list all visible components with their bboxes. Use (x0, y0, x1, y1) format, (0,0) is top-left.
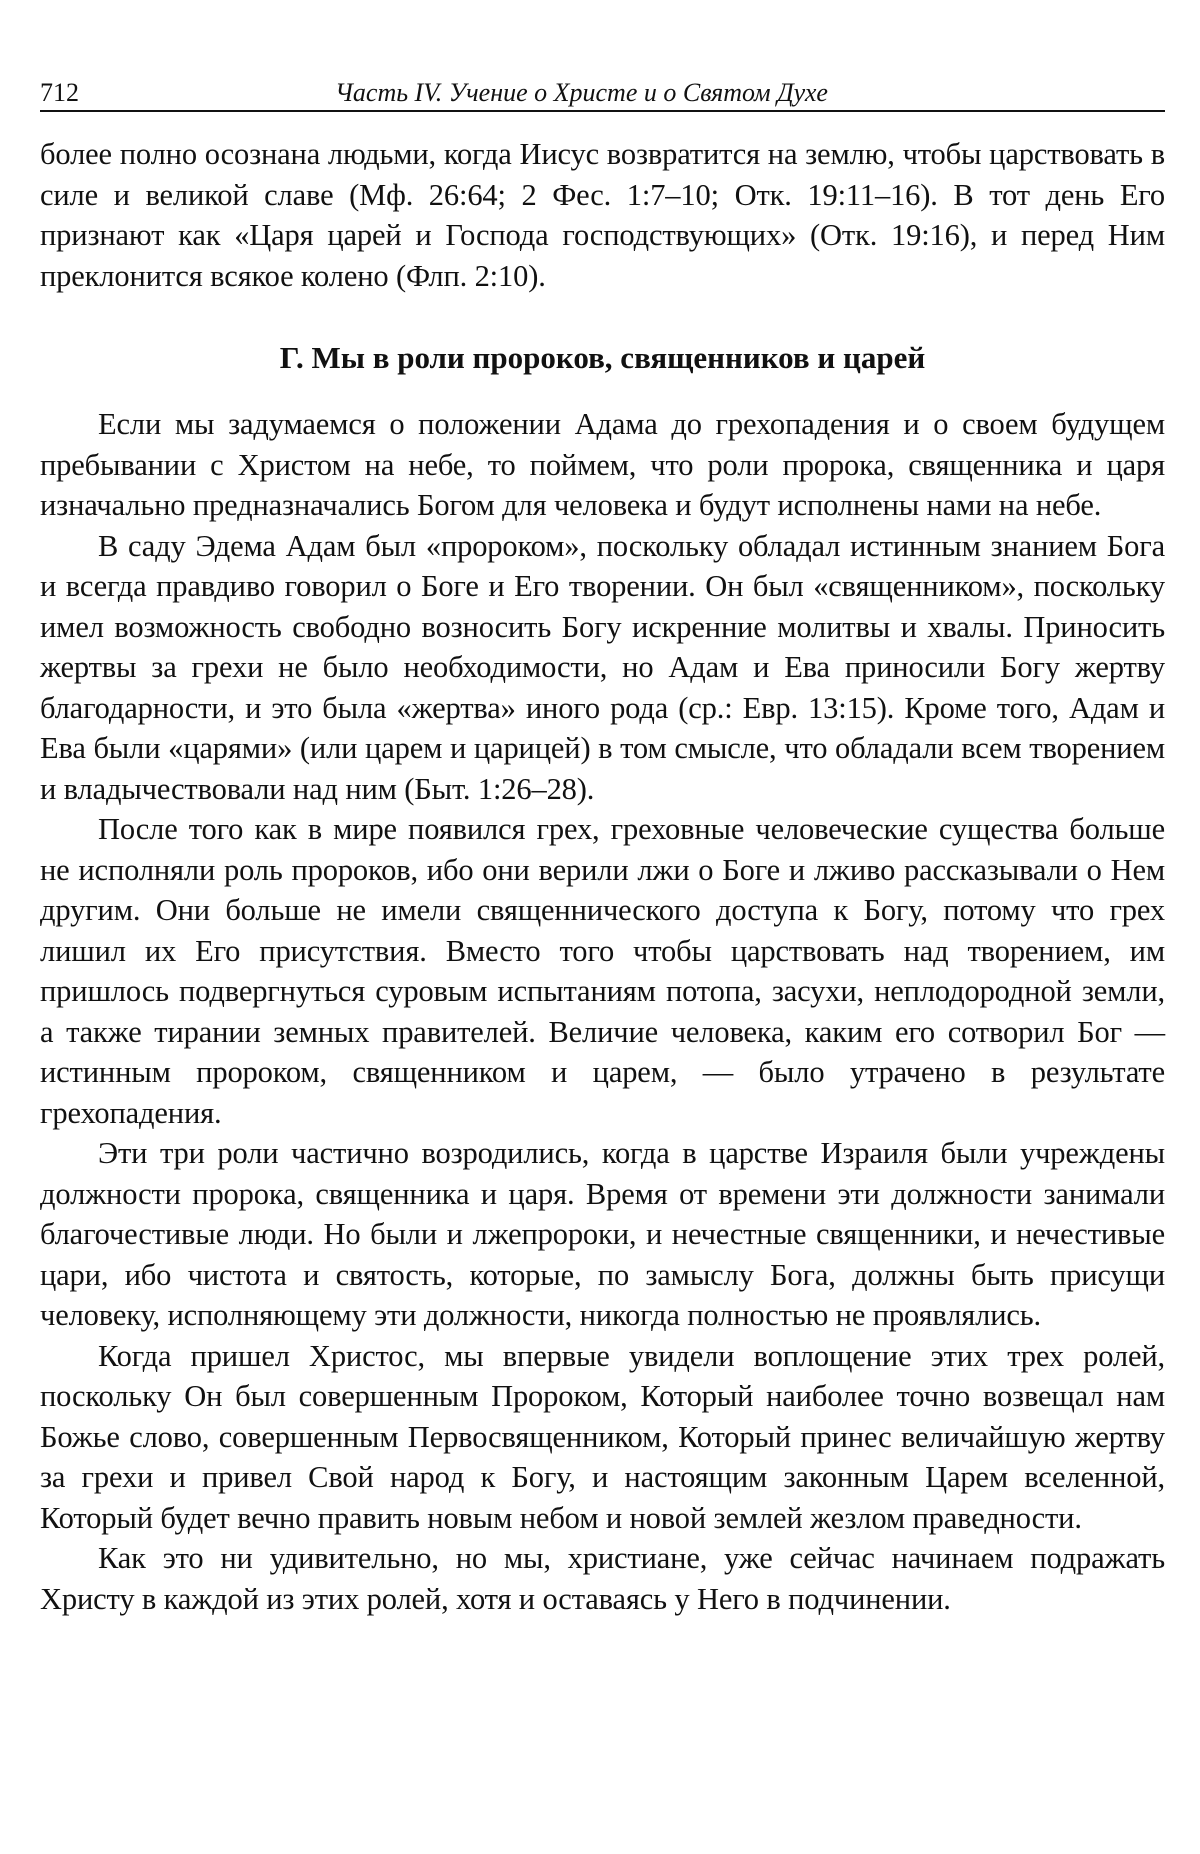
body-paragraph-4: Эти три роли частично возродились, когда в царстве Израиля были учреждены должности пророка, священника и царя. Время от времени эти должности занимали благочестивые люди. Но были и лжепророки, и нечестные священники, и нечестивые цари, ибо чистота и святость, которые, по замыслу Бога, должны быть присущи человеку, исполняющему эти должности, никогда полностью не проявлялись. (40, 1136, 1165, 1332)
body-paragraph-6: Как это ни удивительно, но мы, христиане, уже сейчас начинаем подражать Христу в каждой из этих ролей, хотя и оставаясь у Него в подчинении. (40, 1541, 1165, 1616)
page-number: 712 (40, 78, 79, 107)
continuation-paragraph: более полно осознана людьми, когда Иисус возвратится на землю, чтобы царствовать в силе и великой славе (Мф. 26:64; 2 Фес. 1:7–10; Отк. 19:11–16). В тот день Его признают как «Царя царей и Господа господствующих» (Отк. 19:16), и перед Ним преклонится всякое колено (Флп. 2:10). (40, 137, 1165, 293)
running-title: Часть IV. Учение о Христе и о Святом Духе (335, 78, 828, 107)
body-paragraph-2: В саду Эдема Адам был «пророком», поскольку обладал истинным знанием Бога и всегда правдиво говорил о Боге и Его творении. Он был «священником», поскольку имел возможность свободно возносить Богу искренние молитвы и хвалы. Приносить жертвы за грехи не было необходимости, но Адам и Ева приносили Богу жертву благодарности, и это была «жертва» иного рода (ср.: Евр. 13:15). Кроме того, Адам и Ева были «царями» (или царем и царицей) в том смысле, что обладали всем творением и владычествовали над ним (Быт. 1:26–28). (40, 528, 1165, 806)
section-heading: Г. Мы в роли пророков, священников и царей (279, 340, 926, 375)
book-page (40, 70, 1165, 1619)
body-paragraph-5: Когда пришел Христос, мы впервые увидели воплощение этих трех ролей, поскольку Он был совершенным Пророком, Который наиболее точно возвещал нам Божье слово, совершенным Первосвященником, Который принес величайшую жертву за грехи и привел Свой народ к Богу, и настоящим законным Царем вселенной, Который будет вечно править новым небом и новой землей жезлом праведности. (40, 1338, 1165, 1535)
body-paragraph-3: После того как в мире появился грех, греховные человеческие существа больше не исполняли роль пророков, ибо они верили лжи о Боге и лживо рассказывали о Нем другим. Они больше не имели священнического доступа к Богу, потому что грех лишил их Его присутствия. Вместо того чтобы царствовать над творением, им пришлось подвергнуться суровым испытаниям потопа, засухи, неплодородной земли, а также тирании земных правителей. Величие человека, каким его сотворил Бог — истинным пророком, священником и царем, — было утрачено в результате грехопадения. (40, 812, 1165, 1130)
body-paragraph-1: Если мы задумаемся о положении Адама до грехопадения и о своем будущем пребывании с Христом на небе, то поймем, что роли пророка, священника и царя изначально предназначались Богом для человека и будут исполнены нами на небе. (40, 407, 1165, 522)
running-header (40, 70, 1165, 112)
